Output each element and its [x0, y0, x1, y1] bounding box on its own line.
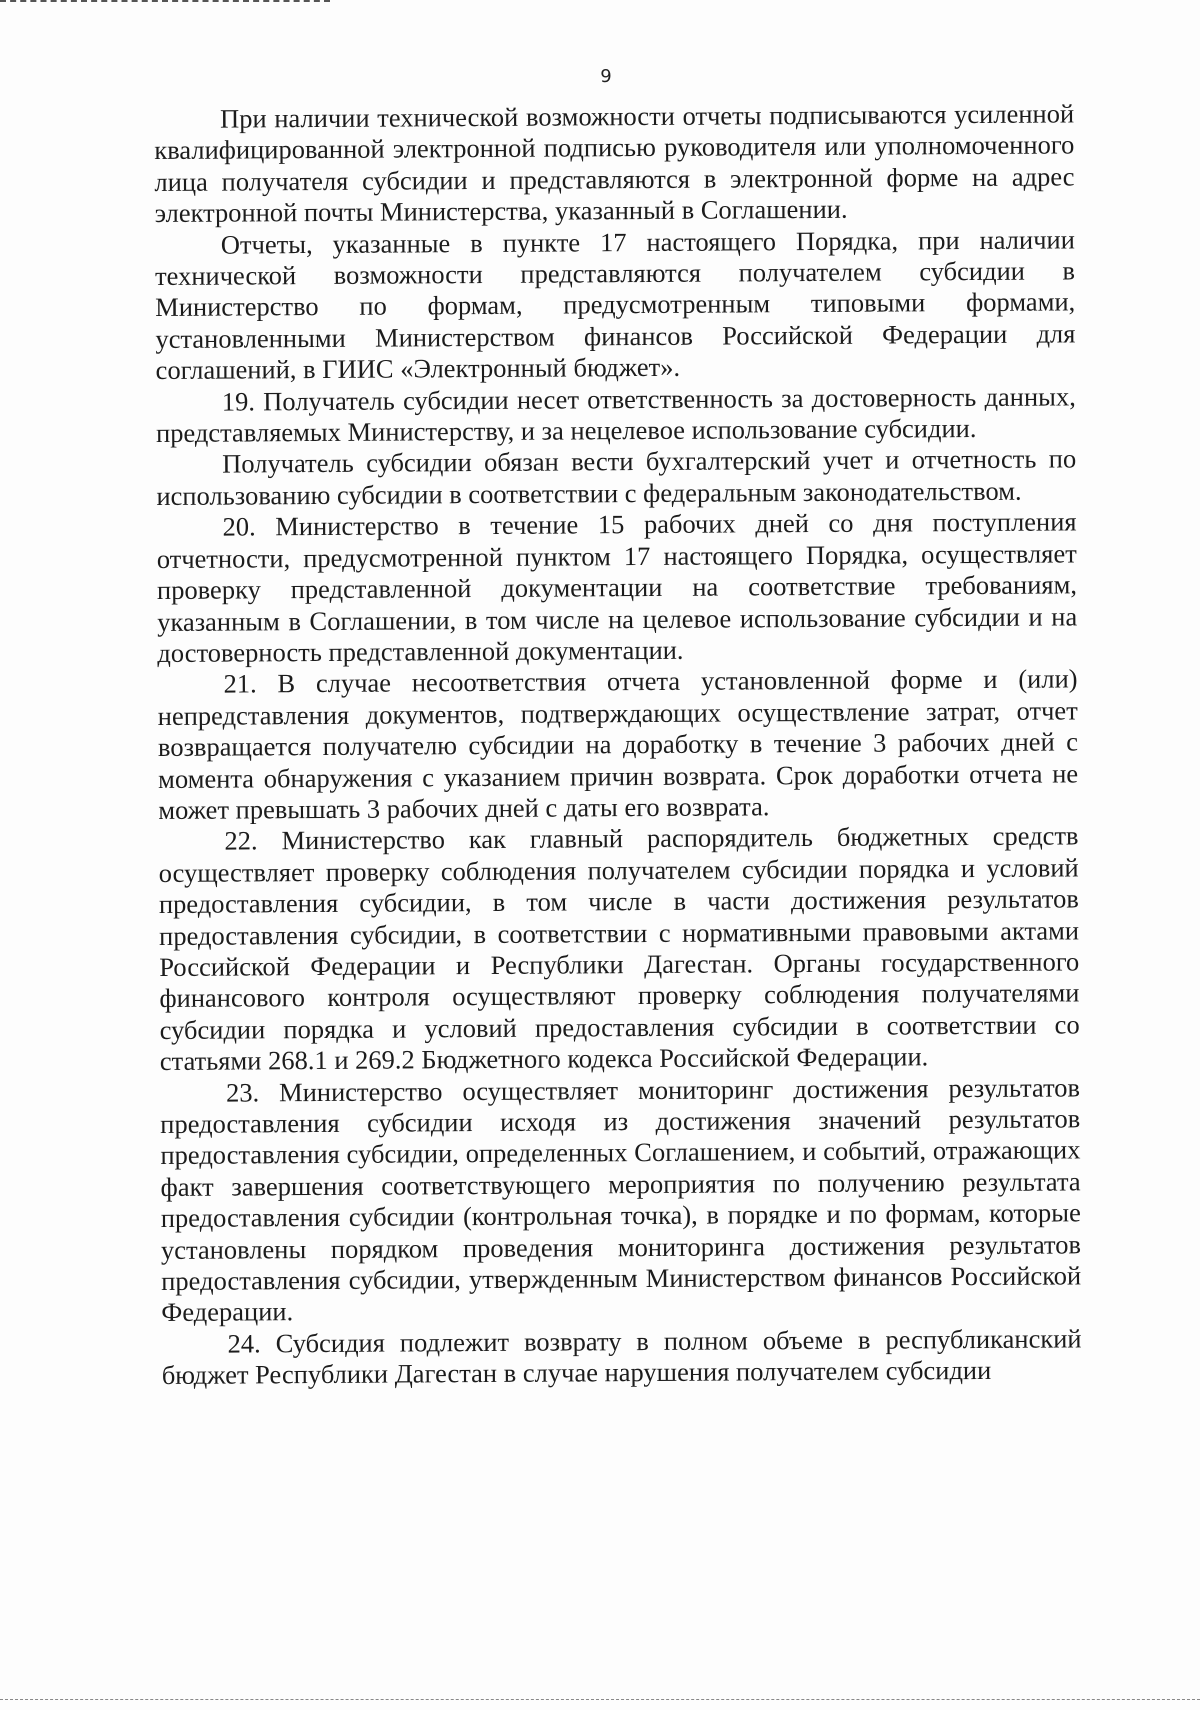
paragraph-23-monitoring: 23. Министерство осуществляет мониторинг достижения результатов предоставления субсидии исходя из достижения значений результатов предоставления субсидии, определенных Соглашением, и событий, отражающих факт завершения соответствующего мероприятия по получению результата предоставления субсидии (контрольная точка), в порядке и по формам, которые установлены порядком проведения мониторинга достижения результатов предоставления субсидии, утвержденным Министерством финансов Российской Федерации. — [160, 1071, 1082, 1328]
scan-bottom-edge — [0, 1699, 1200, 1700]
paragraph-reports-forms: Отчеты, указанные в пункте 17 настоящего Порядка, при наличии технической возможности представляются получателем субсидии в Министерство по формам, предусмотренным типовыми формами, установленными Министерством финансов Российской Федерации для соглашений, в ГИИС «Электронный бюджет». — [154, 224, 1076, 386]
paragraph-20-verification: 20. Министерство в течение 15 рабочих дней со дня поступления отчетности, предусмотренной пунктом 17 настоящего Порядка, осуществляет проверку представленной документации на соответствие требованиям, указанным в Соглашении, в том числе на целевое использование субсидии и на достоверность представленной документации. — [156, 506, 1078, 668]
paragraph-signature: При наличии технической возможности отчеты подписываются усиленной квалифицированной электронной подписью руководителя или уполномоченного лица получателя субсидии и представляются в электронной форме на адрес электронной почты Министерства, указанный в Соглашении. — [154, 98, 1075, 229]
page-number: 9 — [600, 66, 612, 87]
paragraph-24-refund: 24. Субсидия подлежит возврату в полном объеме в республиканский бюджет Республики Дагестан в случае нарушения получателем субсидии — [161, 1323, 1082, 1391]
scan-top-edge — [0, 0, 330, 2]
paragraph-accounting: Получатель субсидии обязан вести бухгалтерский учет и отчетность по использованию субсидии в соответствии с федеральным законодательством. — [156, 443, 1077, 511]
paragraph-21-nonconformity: 21. В случае несоответствия отчета установленной форме и (или) непредставления документов, подтверждающих осуществление затрат, отчет возвращается получателю субсидии на доработку в течение 3 рабочих дней с момента обнаружения с указанием причин возврата. Срок доработки отчета не может превышать 3 рабочих дней с даты его возврата. — [157, 663, 1079, 825]
document-body — [154, 98, 1082, 1391]
paragraph-22-control: 22. Министерство как главный распорядитель бюджетных средств осуществляет проверку соблюдения получателем субсидии порядка и условий предоставления субсидии, в том числе в части достижения результатов предоставления субсидии, в соответствии с нормативными правовыми актами Российской Федерации и Республики Дагестан. Органы государственного финансового контроля осуществляют проверку соблюдения получателями субсидии порядка и условий предоставления субсидии в соответствии со статьями 268.1 и 269.2 Бюджетного кодекса Российской Федерации. — [158, 820, 1080, 1077]
paragraph-19-responsibility: 19. Получатель субсидии несет ответственность за достоверность данных, представляемых Министерству, и за нецелевое использование субсидии. — [155, 381, 1076, 449]
